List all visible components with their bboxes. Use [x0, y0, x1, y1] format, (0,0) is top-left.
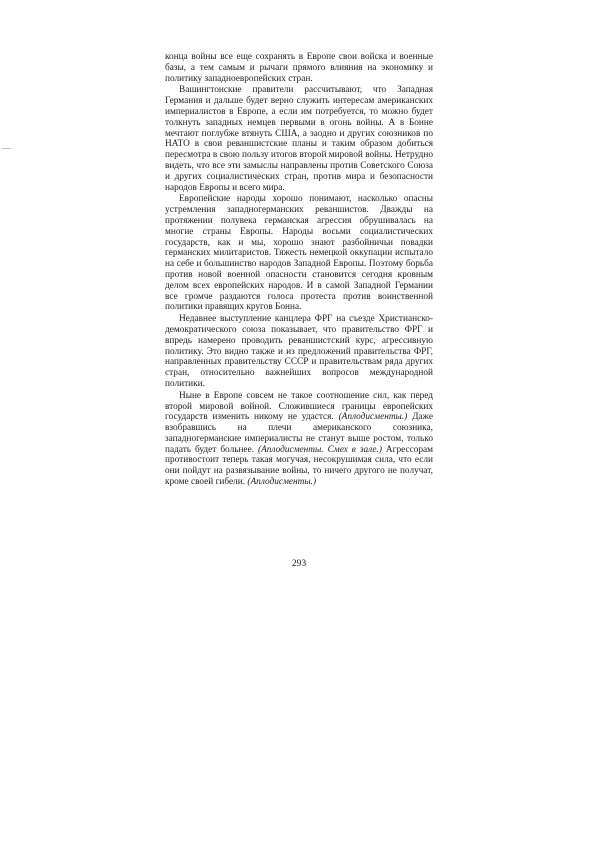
- paragraph-2: [165, 85, 433, 193]
- scan-margin-mark: [2, 148, 11, 149]
- italic-remark: (Аплодисменты.): [338, 412, 408, 423]
- text-segment: Ныне в Европе совсем не такое соотношение сил, как перед второй мировой войной. Сложившиеся границы европейских государств изменить никому не удастся.: [165, 390, 433, 423]
- text-segment: конца войны все еще сохранять в Европе свои войска и военные базы, а тем самым и рычаги прямого влияния на экономику и политику западноевропейских стран.: [165, 52, 433, 84]
- italic-remark: (Аплодисменты.): [247, 477, 317, 488]
- text-segment: Вашингтонские правители рассчитывают, что Западная Германия и дальше будет верно служить интересам американских империалистов в Европе, а если им потребуется, то можно будет толкнуть западных немцев первыми в огонь войны. А в Бонне мечтают поглубже втянуть США, а заодно и других союзников по НАТО в свои реваншистские планы и таким образом добиться пересмотра в свою пользу итогов второй мировой войны. Нетрудно видеть, что все эти замыслы направлены против Советского Союза и других социалистических стран, против мира и безопасности народов Европы и всего мира.: [165, 85, 433, 193]
- text-segment: Недавнее выступление канцлера ФРГ на съезде Христианско-демократического союза показывает, что правительство ФРГ и впредь намерено проводить реваншистский курс, агрессивную политику. Это видно также и из предложений правительства ФРГ, направленных правительству СССР и правительствам ряда других стран, относительно важнейших вопросов международной политики.: [165, 314, 433, 389]
- paragraph-1: [165, 52, 433, 84]
- document-page: [165, 52, 433, 488]
- page-number: 293: [291, 559, 307, 569]
- text-segment: Агрессорам противостоит теперь такая могучая, несокрушимая сила, что если они пойдут на развязывание войны, то ничего другого не получат, кроме своей гибели.: [165, 444, 434, 488]
- text-segment: Европейские народы хорошо понимают, насколько опасны устремления западногерманских реваншистов. Дважды на протяжении полувека германская агрессия обрушивалась на многие страны Европы. Народы восьми социалистических государств, как и мы, хорошо знают разбойничьи повадки германских милитаристов. Тяжесть немецкой оккупации испытало на себе и большинство народов Западной Европы. Поэтому борьба против новой военной опасности становится сегодня кровным делом всех европейских народов. И в самой Западной Германии все громче раздаются голоса протеста против воинственной политики правящих кругов Бонна.: [165, 194, 433, 313]
- paragraph-5: [165, 391, 433, 488]
- italic-remark: (Аплодисменты. Смех в зале.): [258, 444, 382, 455]
- paragraph-4: [165, 314, 433, 390]
- text-segment: Даже взобравшись на плечи американского союзника, западногерманские империалисты не станут выше ростом, только падать будет больнее.: [165, 412, 433, 455]
- paragraph-3: [165, 194, 433, 313]
